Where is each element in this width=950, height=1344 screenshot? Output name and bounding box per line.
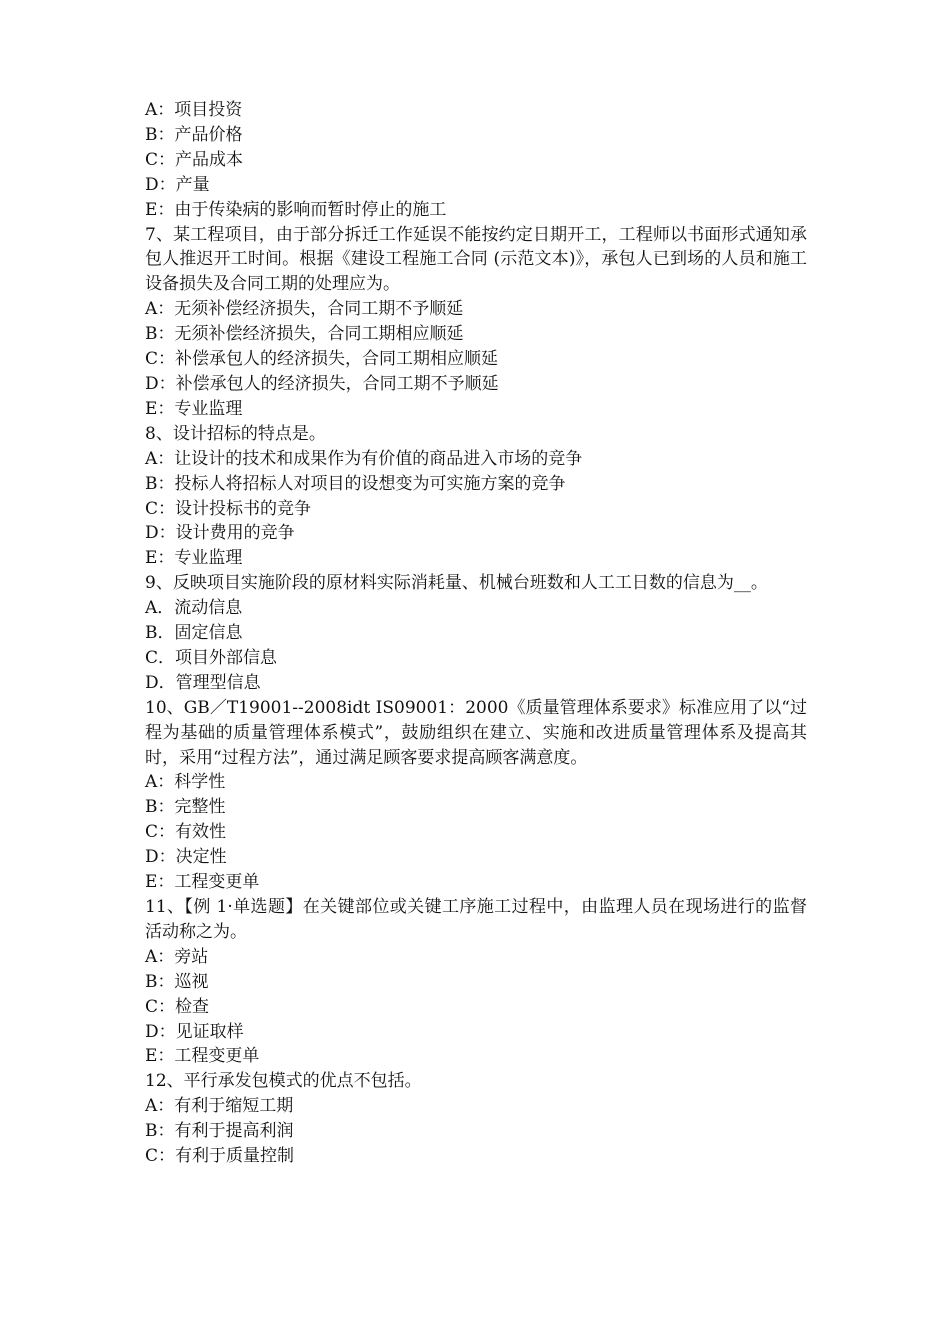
- answer-option: B：投标人将招标人对项目的设想变为可实施方案的竞争: [145, 473, 566, 494]
- answer-option: A：科学性: [145, 772, 226, 793]
- answer-option: A：项目投资: [145, 100, 243, 120]
- answer-option: B：有利于提高利润: [145, 1121, 294, 1142]
- answer-option: A：无须补偿经济损失，合同工期不予顺延: [145, 299, 464, 320]
- question-text: 10、GB／T19001--2008idt IS09001：2000《质量管理体系要求》标准应用了以“过程为基础的质量管理体系模式”，鼓励组织在建立、实施和改进质量管理体系及提高其时，采用“过程方法”，通过满足顾客要求提高顾客满意度。: [145, 697, 807, 768]
- answer-option: A：旁站: [145, 946, 209, 967]
- answer-option: E：工程变更单: [145, 872, 260, 893]
- answer-option: D：决定性: [145, 847, 227, 868]
- answer-option: B：巡视: [145, 971, 209, 992]
- question-text: 11、【例 1·单选题】在关键部位或关键工序施工过程中，由监理人员在现场进行的监督活动称之为。: [145, 897, 807, 942]
- answer-option: D：产量: [145, 174, 210, 195]
- question-text: 12、平行承发包模式的优点不包括。: [145, 1071, 422, 1092]
- answer-option: C：有利于质量控制: [145, 1146, 295, 1167]
- answer-option: A．流动信息: [145, 598, 243, 619]
- answer-option: C：产品成本: [145, 149, 244, 170]
- question-text: 8、设计招标的特点是。: [145, 423, 326, 444]
- answer-option: D：设计费用的竞争: [145, 523, 295, 544]
- answer-option: D．管理型信息: [145, 672, 261, 693]
- answer-option: B：产品价格: [145, 124, 243, 145]
- answer-option: C：有效性: [145, 822, 227, 843]
- answer-option: B．固定信息: [145, 623, 243, 644]
- answer-option: D：补偿承包人的经济损失，合同工期不予顺延: [145, 373, 499, 394]
- answer-option: E：由于传染病的影响而暂时停止的施工: [145, 199, 447, 220]
- answer-option: A：让设计的技术和成果作为有价值的商品进入市场的竞争: [145, 448, 583, 469]
- answer-option: C：设计投标书的竞争: [145, 498, 312, 519]
- answer-option: E：工程变更单: [145, 1046, 260, 1067]
- answer-option: A：有利于缩短工期: [145, 1096, 294, 1117]
- answer-option: D：见证取样: [145, 1021, 244, 1042]
- answer-option: E：专业监理: [145, 398, 243, 419]
- answer-option: C：补偿承包人的经济损失，合同工期相应顺延: [145, 349, 499, 370]
- answer-option: B：无须补偿经济损失，合同工期相应顺延: [145, 324, 464, 345]
- answer-option: B：完整性: [145, 797, 226, 818]
- document-body: [145, 98, 807, 1169]
- answer-option: C：检查: [145, 996, 210, 1017]
- answer-option: E：专业监理: [145, 548, 243, 569]
- question-text: 7、某工程项目，由于部分拆迁工作延误不能按约定日期开工，工程师以书面形式通知承包人推迟开工时间。根据《建设工程施工合同 (示范文本)》，承包人已到场的人员和施工设备损失及合同工期的处理应为。: [145, 224, 807, 295]
- question-text: 9、反映项目实施阶段的原材料实际消耗量、机械台班数和人工工日数的信息为__。: [145, 573, 768, 594]
- answer-option: C．项目外部信息: [145, 647, 278, 668]
